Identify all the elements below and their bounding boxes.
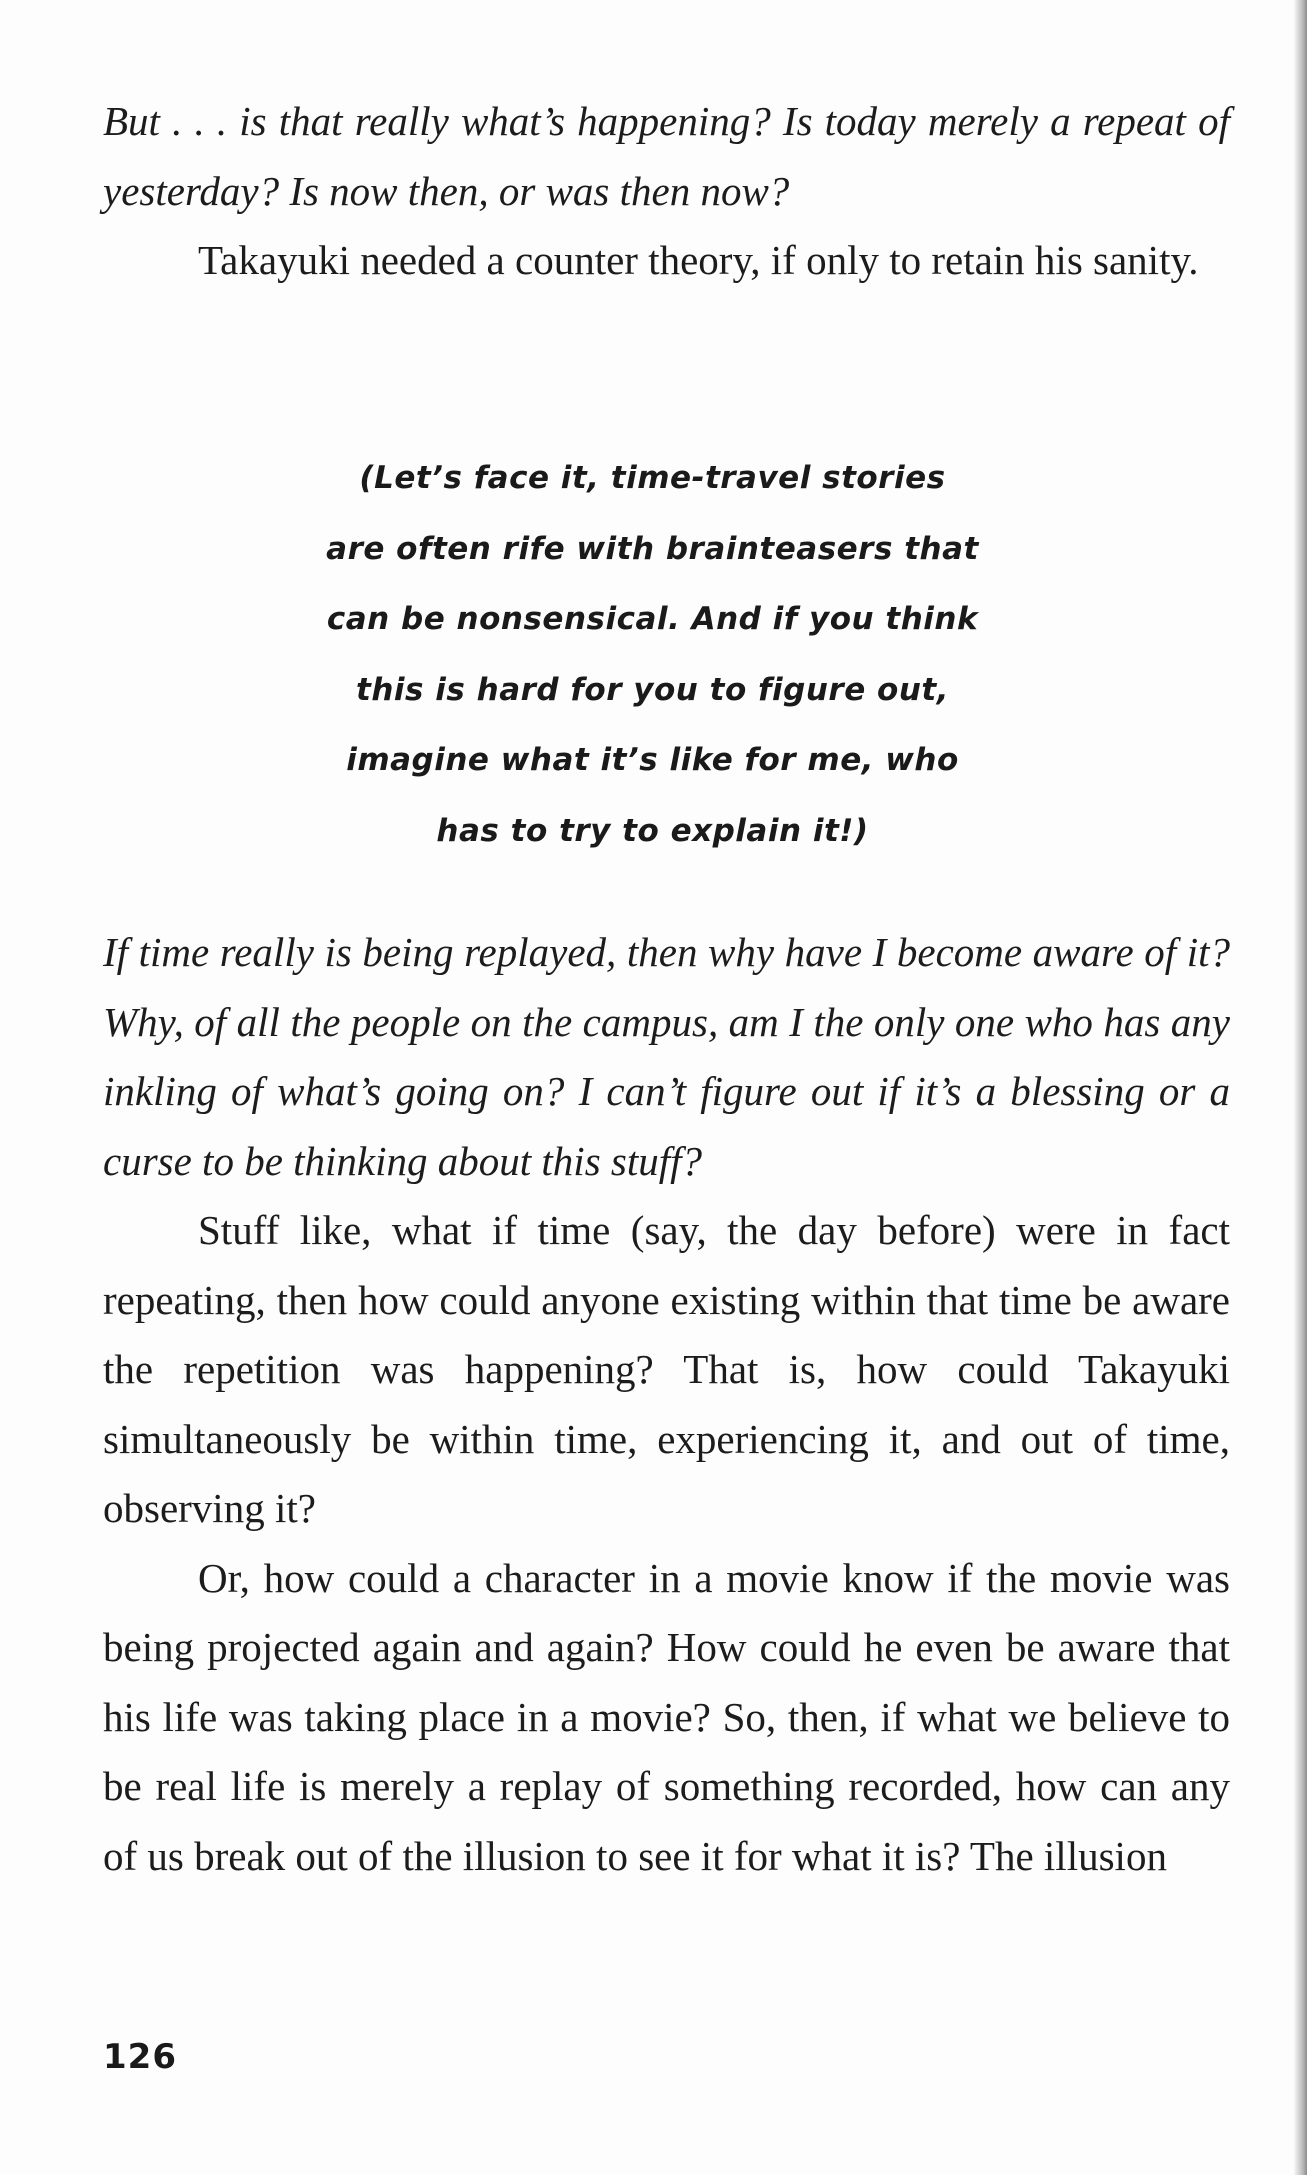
narrative-paragraph: Takayuki needed a counter theory, if only to retain his sanity. <box>198 237 1199 283</box>
narrator-aside <box>260 443 1045 866</box>
aside-line: can be nonsensical. And if you think <box>326 601 979 637</box>
aside-line: imagine what it’s like for me, who <box>346 742 959 778</box>
italic-thought-paragraph: But . . . is that really what’s happening? Is today merely a repeat of yesterday? Is now then, or was then now? <box>103 98 1230 214</box>
narrative-paragraph: Stuff like, what if time (say, the day before) were in fact repeating, then how could anyone existing within that time be aware the repetition was happening? That is, how could Takayuki simultaneously be within time, experiencing it, and out of time, observing it? <box>103 1207 1230 1531</box>
top-text-block <box>103 87 1230 296</box>
aside-line: has to try to explain it!) <box>436 812 869 849</box>
narrative-paragraph: Or, how could a character in a movie know if the movie was being projected again and again? How could he even be aware that his life was taking place in a movie? So, then, if what we believe to be real life is merely a replay of something recorded, how can any of us break out of the illusion to see it for what it is? The illusion <box>103 1554 1230 1879</box>
aside-line: are often rife with brainteasers that <box>326 530 979 567</box>
page-edge-shadow <box>1293 0 1307 2175</box>
bottom-text-block <box>103 918 1230 1891</box>
aside-line: (Let’s face it, time-travel stories <box>359 460 946 496</box>
italic-thought-paragraph: If time really is being replayed, then why have I become aware of it? Why, of all the people on the campus, am I the only one who has any inkling of what’s going on? I can’t figure out if it’s a blessing or a curse to be thinking about this stuff? <box>103 929 1230 1184</box>
aside-line: this is hard for you to figure out, <box>356 671 949 708</box>
page-number: 126 <box>103 2037 177 2077</box>
